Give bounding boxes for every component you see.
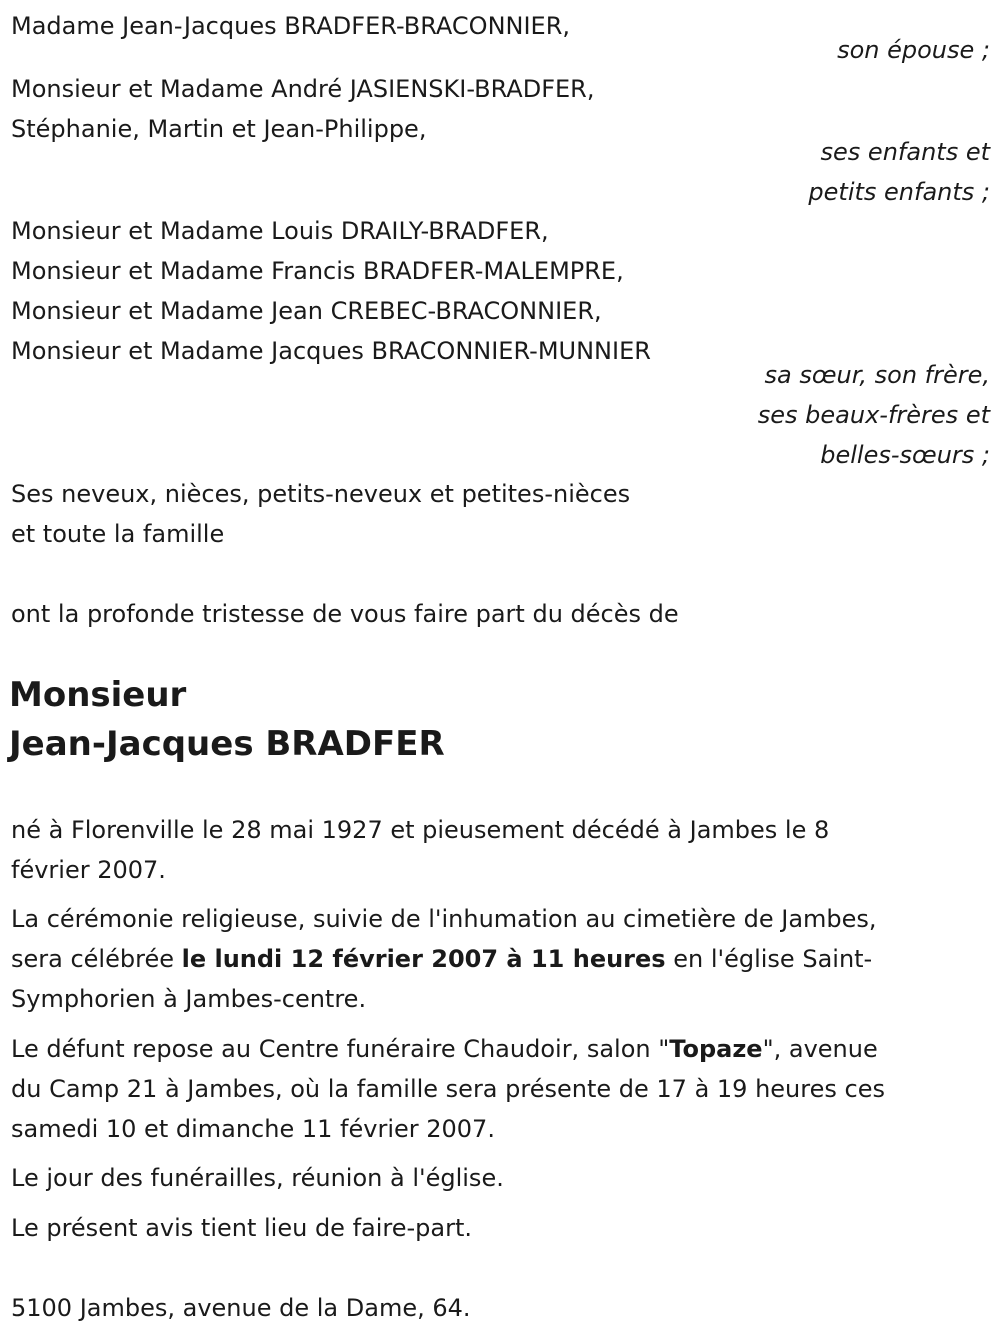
ceremony-date: le lundi 12 février 2007 à 11 heures	[181, 945, 666, 973]
siblings-relation-line3: belles-sœurs ;	[820, 441, 990, 469]
sibling-name: Monsieur et Madame Francis BRADFER-MALEMPRE,	[11, 257, 624, 285]
children-relation-line1: ses enfants et	[820, 138, 990, 166]
address: 5100 Jambes, avenue de la Dame, 64.	[11, 1294, 471, 1322]
rest-line3: samedi 10 et dimanche 11 février 2007.	[11, 1115, 495, 1143]
sibling-name: Monsieur et Madame Louis DRAILY-BRADFER,	[11, 217, 549, 245]
extended-family-line1: Ses neveux, nièces, petits-neveux et petites-nièces	[11, 480, 631, 508]
extended-family-line2: et toute la famille	[11, 520, 225, 548]
rest-line1	[11, 1029, 878, 1069]
ceremony-line3: Symphorien à Jambes-centre.	[11, 985, 367, 1013]
ceremony-line1: La cérémonie religieuse, suivie de l'inhumation au cimetière de Jambes,	[11, 905, 877, 933]
sibling-name: Monsieur et Madame Jacques BRACONNIER-MUNNIER	[11, 337, 651, 365]
spouse-name: Madame Jean-Jacques BRADFER-BRACONNIER,	[11, 12, 571, 40]
birth-death-line2: février 2007.	[11, 856, 166, 884]
siblings-relation-line2: ses beaux-frères et	[757, 401, 990, 429]
children-name: Monsieur et Madame André JASIENSKI-BRADFER,	[11, 75, 595, 103]
rest-line2: du Camp 21 à Jambes, où la famille sera présente de 17 à 19 heures ces	[11, 1075, 885, 1103]
rest-text-after: ", avenue	[762, 1035, 878, 1063]
birth-death-line1: né à Florenville le 28 mai 1927 et pieusement décédé à Jambes le 8	[11, 816, 830, 844]
salon-name: Topaze	[669, 1035, 763, 1063]
announcement-text: ont la profonde tristesse de vous faire part du décès de	[11, 600, 679, 628]
funeral-day-note: Le jour des funérailles, réunion à l'église.	[11, 1164, 504, 1192]
sibling-name: Monsieur et Madame Jean CREBEC-BRACONNIER,	[11, 297, 602, 325]
deceased-name: Jean-Jacques BRADFER	[9, 724, 445, 764]
ceremony-place: en l'église Saint-	[665, 945, 873, 973]
deceased-title: Monsieur	[9, 675, 187, 715]
ceremony-line2	[11, 939, 872, 979]
children-relation-line2: petits enfants ;	[808, 178, 990, 206]
ceremony-text: sera célébrée	[11, 945, 182, 973]
siblings-relation-line1: sa sœur, son frère,	[764, 361, 990, 389]
faire-part-notice: Le présent avis tient lieu de faire-part.	[11, 1214, 473, 1242]
spouse-relation: son épouse ;	[837, 36, 990, 64]
rest-text: Le défunt repose au Centre funéraire Chaudoir, salon "	[11, 1035, 670, 1063]
grandchildren-names: Stéphanie, Martin et Jean-Philippe,	[11, 115, 427, 143]
